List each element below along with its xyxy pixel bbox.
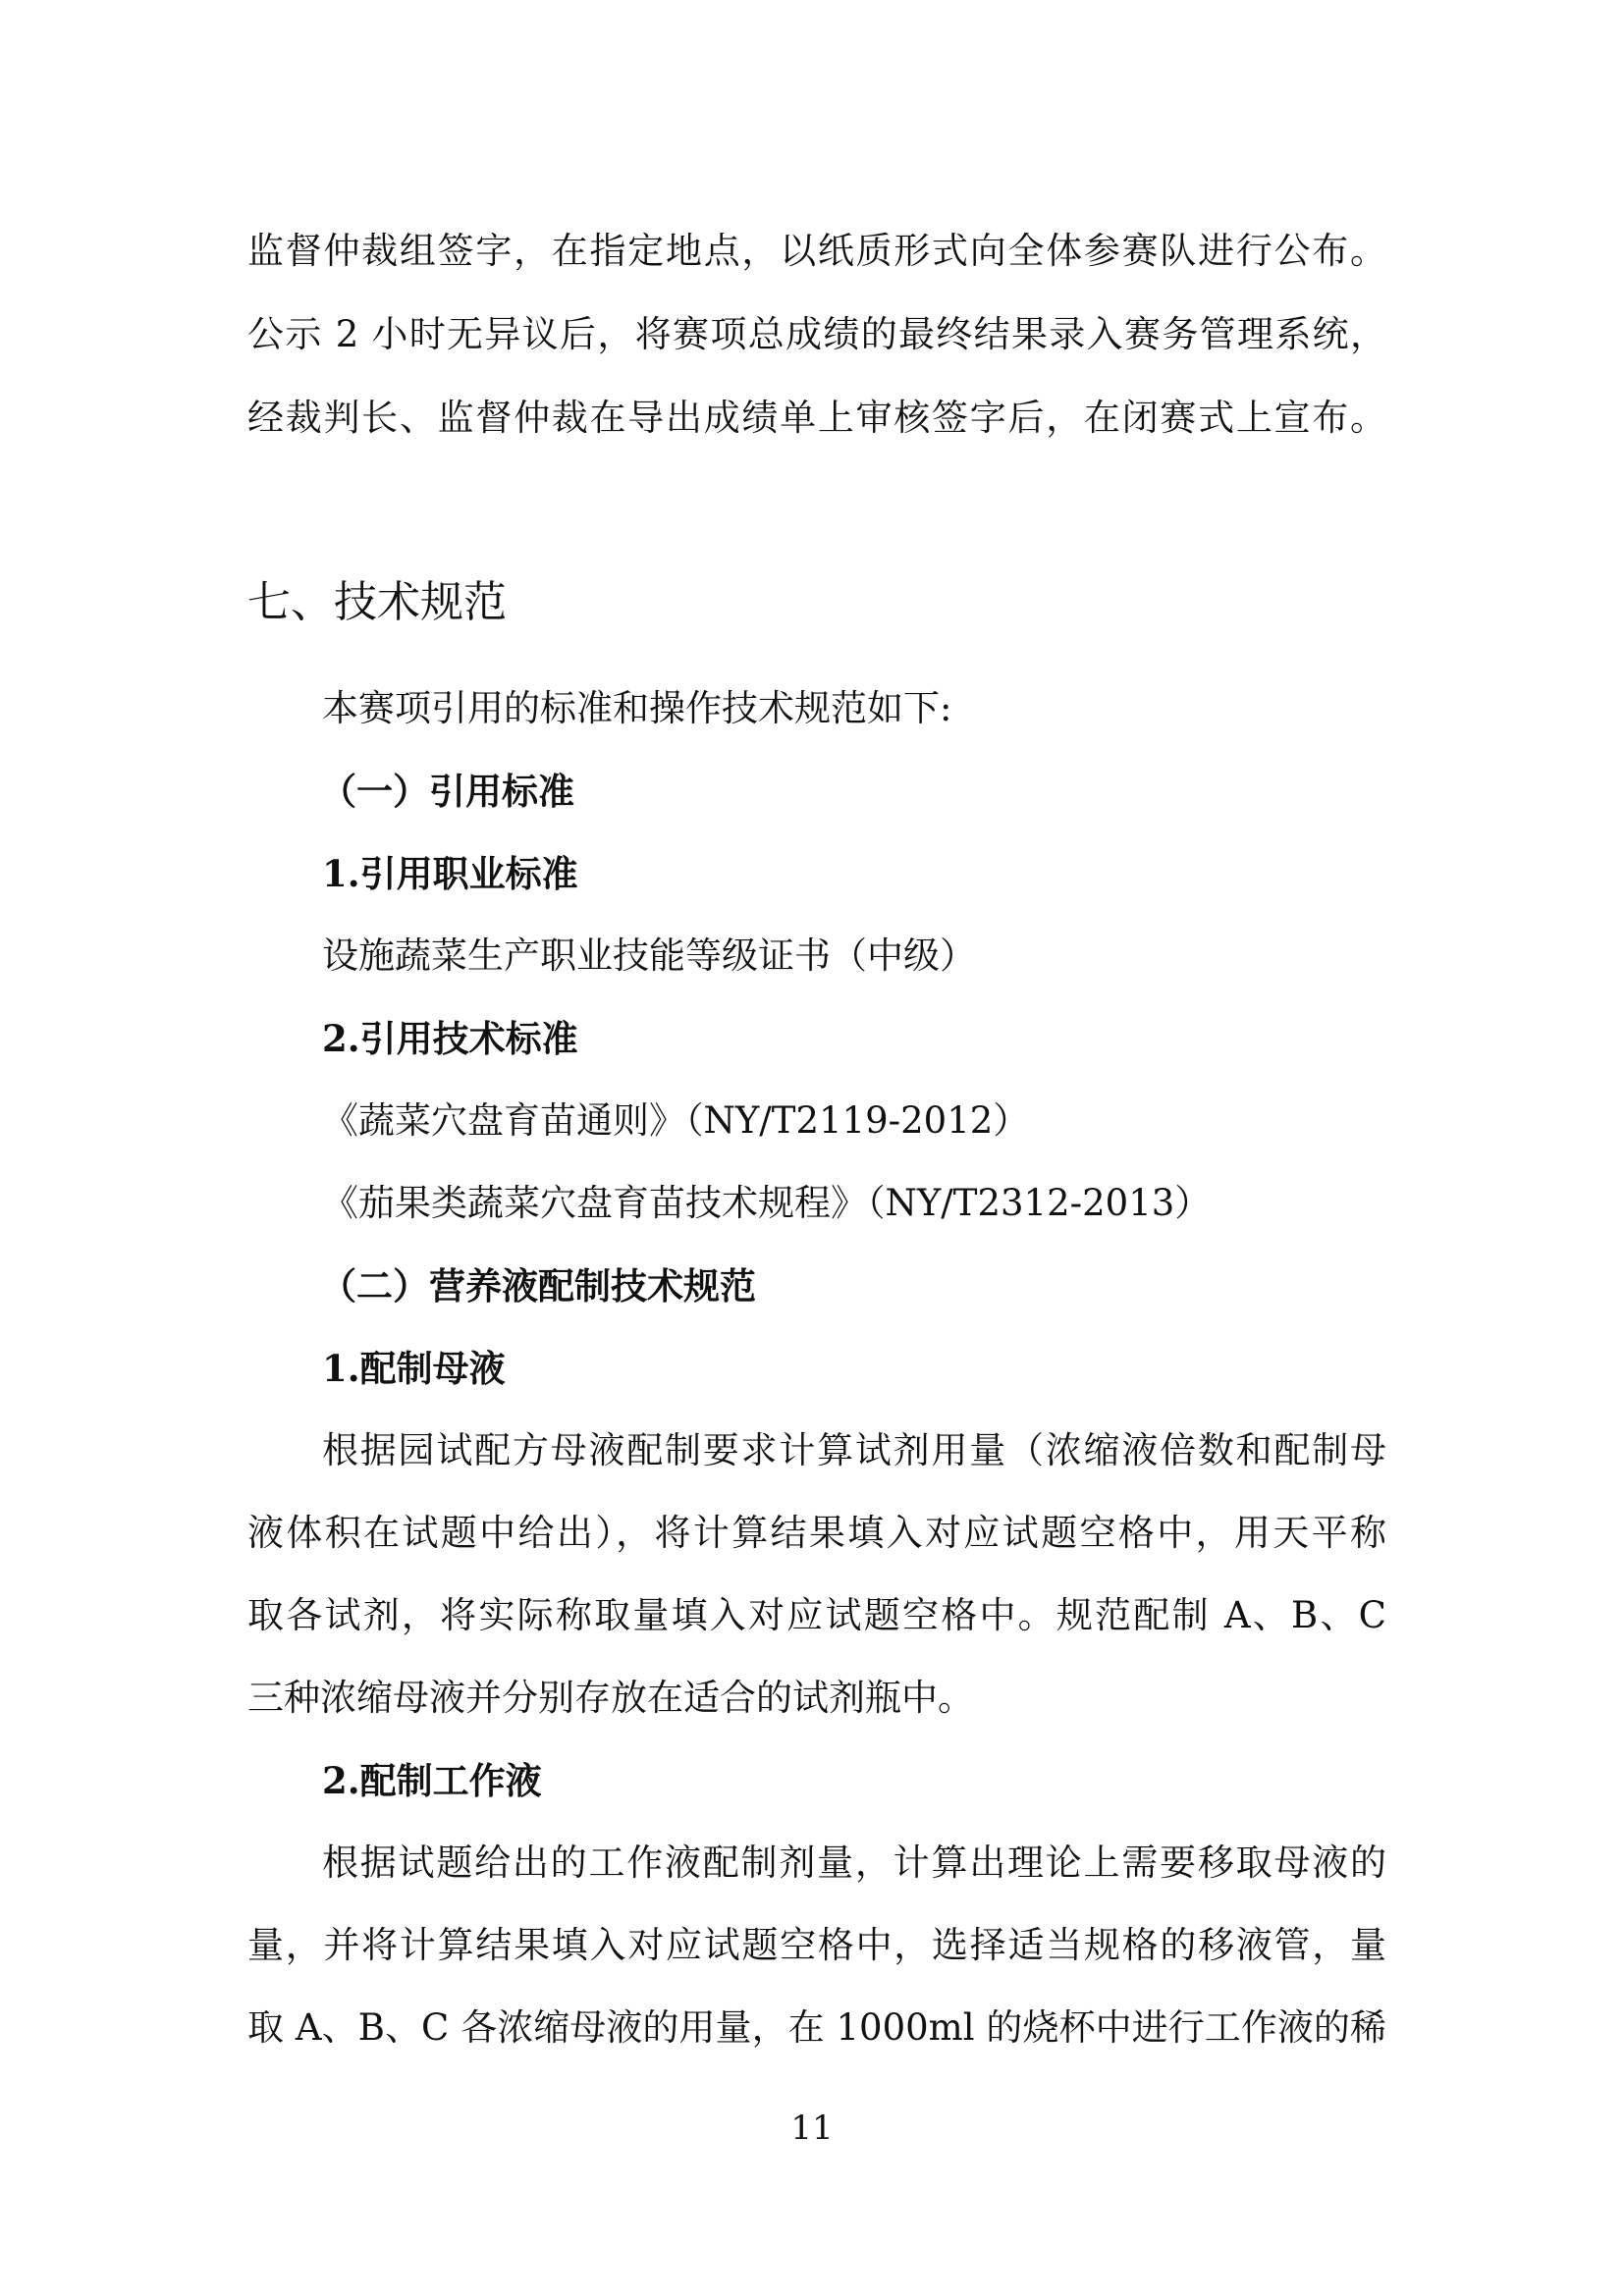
body-line: 取各试剂，将实际称取量填入对应试题空格中。规范配制 A、B、C [247, 1594, 1386, 1636]
section-heading: 七、技术规范 [247, 577, 507, 627]
standard-reference: 《茄果类蔬菜穴盘育苗技术规程》（NY/T2312-2013） [322, 1182, 1212, 1224]
item-heading: 2.配制工作液 [322, 1759, 542, 1802]
body-line: 取 A、B、C 各浓缩母液的用量，在 1000ml 的烧杯中进行工作液的稀 [247, 2006, 1386, 2049]
subsection-heading: （二）营养液配制技术规范 [320, 1264, 756, 1308]
standard-reference: 《蔬菜穴盘育苗通则》（NY/T2119-2012） [322, 1099, 1030, 1142]
body-line: 根据园试配方母液配制要求计算试剂用量（浓缩液倍数和配制母 [322, 1429, 1386, 1471]
body-line: 监督仲裁组签字，在指定地点，以纸质形式向全体参赛队进行公布。 [247, 230, 1386, 272]
subsection-heading: （一）引用标准 [320, 770, 574, 813]
item-heading: 2.引用技术标准 [322, 1017, 578, 1060]
body-line: 经裁判长、监督仲裁在导出成绩单上审核签字后，在闭赛式上宣布。 [247, 397, 1386, 439]
body-line: 液体积在试题中给出），将计算结果填入对应试题空格中，用天平称 [247, 1512, 1386, 1554]
item-text: 设施蔬菜生产职业技能等级证书（中级） [322, 934, 976, 977]
item-heading: 1.配制母液 [322, 1347, 506, 1390]
body-line: 公示 2 小时无异议后，将赛项总成绩的最终结果录入赛务管理系统， [247, 313, 1386, 355]
body-line: 根据试题给出的工作液配制剂量，计算出理论上需要移取母液的 [322, 1842, 1386, 1884]
item-heading: 1.引用职业标准 [322, 852, 578, 895]
intro-text: 本赛项引用的标准和操作技术规范如下: [322, 687, 952, 729]
page-number: 11 [790, 2109, 834, 2148]
body-line: 量，并将计算结果填入对应试题空格中，选择适当规格的移液管，量 [247, 1924, 1386, 1966]
body-line: 三种浓缩母液并分别存放在适合的试剂瓶中。 [247, 1677, 974, 1719]
